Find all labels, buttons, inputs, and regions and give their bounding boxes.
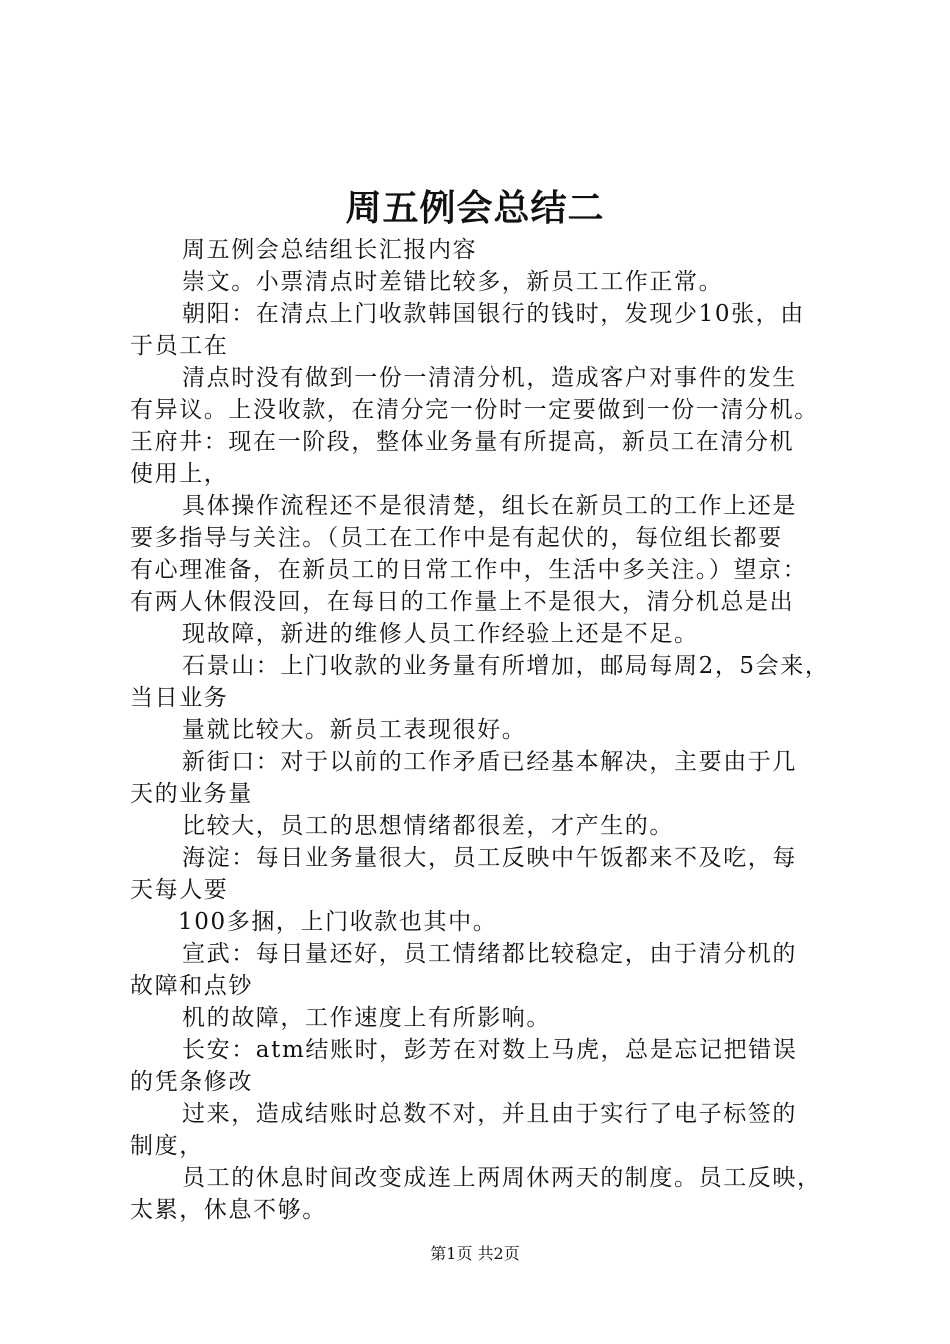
text-line: 有心理准备，在新员工的日常工作中，生活中多关注。）望京： [130, 557, 808, 583]
text-line: 石景山：上门收款的业务量有所增加，邮局每周2，5会来， [182, 653, 830, 679]
text-line: 有两人休假没回，在每日的工作量上不是很大，清分机总是出 [130, 589, 795, 615]
text-line: 过来，造成结账时总数不对，并且由于实行了电子标签的 [182, 1101, 797, 1127]
text-line: 使用上， [130, 461, 229, 487]
text-line: 比较大，员工的思想情绪都很差，才产生的。 [182, 813, 674, 839]
text-line: 量就比较大。新员工表现很好。 [182, 717, 527, 743]
text-line: 海淀：每日业务量很大，员工反映中午饭都来不及吃，每 [182, 845, 797, 871]
text-line: 故障和点钞 [130, 973, 253, 999]
text-line: 周五例会总结组长汇报内容 [182, 237, 478, 263]
text-line: 崇文。小票清点时差错比较多，新员工工作正常。 [182, 269, 724, 295]
text-line: 员工的休息时间改变成连上两周休两天的制度。员工反映， [182, 1165, 822, 1191]
text-line: 天每人要 [130, 877, 229, 903]
text-line: 现故障，新进的维修人员工作经验上还是不足。 [182, 621, 699, 647]
text-line: 朝阳：在清点上门收款韩国银行的钱时，发现少10张，由 [182, 301, 805, 327]
text-line: 要多指导与关注。（员工在工作中是有起伏的，每位组长都要 [130, 525, 783, 551]
page-footer: 第1页 共2页 [430, 1244, 520, 1263]
text-line: 天的业务量 [130, 781, 253, 807]
text-line: 机的故障，工作速度上有所影响。 [182, 1005, 551, 1031]
text-line: 长安：atm结账时，彭芳在对数上马虎，总是忘记把错误 [182, 1037, 798, 1063]
document-title: 周五例会总结二 [345, 187, 605, 229]
text-line: 新街口：对于以前的工作矛盾已经基本解决，主要由于几 [182, 749, 797, 775]
text-line: 于员工在 [130, 333, 229, 359]
document-body [130, 234, 850, 1226]
text-line: 具体操作流程还不是很清楚，组长在新员工的工作上还是 [182, 493, 797, 519]
text-line: 有异议。上没收款，在清分完一份时一定要做到一份一清分机。 [130, 397, 819, 423]
text-line: 当日业务 [130, 685, 229, 711]
text-line: 王府井：现在一阶段，整体业务量有所提高，新员工在清分机 [130, 429, 795, 455]
text-line: 制度， [130, 1133, 204, 1159]
text-line: 清点时没有做到一份一清清分机，造成客户对事件的发生 [182, 365, 797, 391]
text-line: 宣武：每日量还好，员工情绪都比较稳定，由于清分机的 [182, 941, 797, 967]
text-line: 太累，休息不够。 [130, 1197, 327, 1223]
text-line: 的凭条修改 [130, 1069, 253, 1095]
text-line: 100多捆，上门收款也其中。 [178, 909, 498, 935]
